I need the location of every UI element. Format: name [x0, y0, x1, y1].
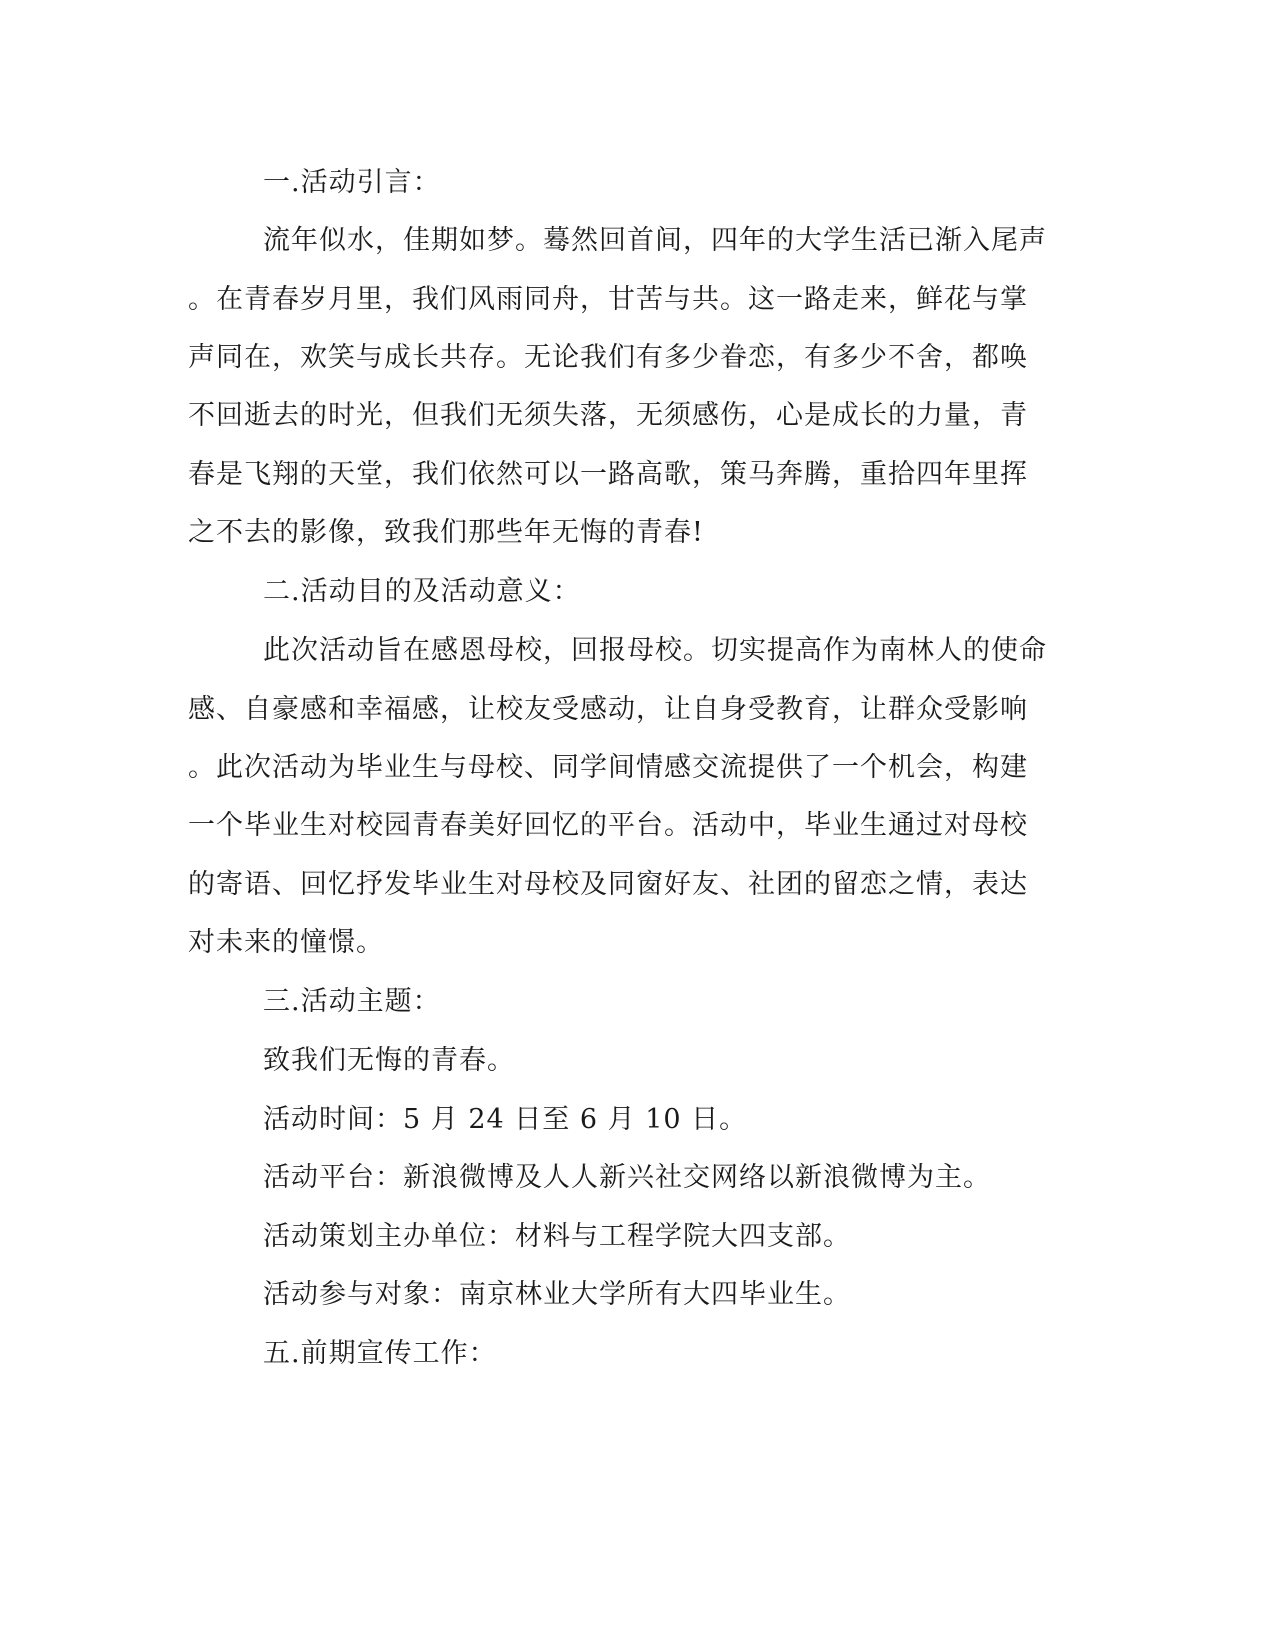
paragraph-1-line-1: 流年似水，佳期如梦。蓦然回首间，四年的大学生活已渐入尾声: [263, 225, 1047, 256]
paragraph-1-line-3: 声同在，欢笑与成长共存。无论我们有多少眷恋，有多少不舍，都唤: [188, 342, 1028, 373]
paragraph-2-line-3: 。此次活动为毕业生与母校、同学间情感交流提供了一个机会，构建: [188, 752, 1028, 783]
activity-organizer: 活动策划主办单位：材料与工程学院大四支部。: [263, 1221, 851, 1252]
section-3-heading: 三.活动主题：: [263, 986, 441, 1017]
activity-participants: 活动参与对象：南京林业大学所有大四毕业生。: [263, 1279, 851, 1310]
paragraph-2-line-1: 此次活动旨在感恩母校，回报母校。切实提高作为南林人的使命: [263, 635, 1047, 666]
activity-time: 活动时间：5 月 24 日至 6 月 10 日。: [263, 1104, 748, 1135]
paragraph-1-line-6: 之不去的影像，致我们那些年无悔的青春!: [188, 517, 704, 548]
paragraph-1-line-5: 春是飞翔的天堂，我们依然可以一路高歌，策马奔腾，重拾四年里挥: [188, 459, 1028, 490]
paragraph-2-line-2: 感、自豪感和幸福感，让校友受感动，让自身受教育，让群众受影响: [188, 694, 1028, 725]
activity-platform: 活动平台：新浪微博及人人新兴社交网络以新浪微博为主。: [263, 1162, 991, 1193]
section-5-heading: 五.前期宣传工作：: [263, 1338, 497, 1369]
paragraph-2-line-5: 的寄语、回忆抒发毕业生对母校及同窗好友、社团的留恋之情，表达: [188, 869, 1028, 900]
paragraph-2-line-6: 对未来的憧憬。: [188, 927, 384, 958]
activity-theme: 致我们无悔的青春。: [263, 1045, 515, 1076]
section-2-heading: 二.活动目的及活动意义：: [263, 576, 581, 607]
section-1-heading: 一.活动引言：: [263, 167, 441, 198]
paragraph-1-line-4: 不回逝去的时光，但我们无须失落，无须感伤，心是成长的力量，青: [188, 400, 1028, 431]
paragraph-1-line-2: 。在青春岁月里，我们风雨同舟，甘苦与共。这一路走来，鲜花与掌: [188, 284, 1028, 315]
paragraph-2-line-4: 一个毕业生对校园青春美好回忆的平台。活动中，毕业生通过对母校: [188, 810, 1028, 841]
